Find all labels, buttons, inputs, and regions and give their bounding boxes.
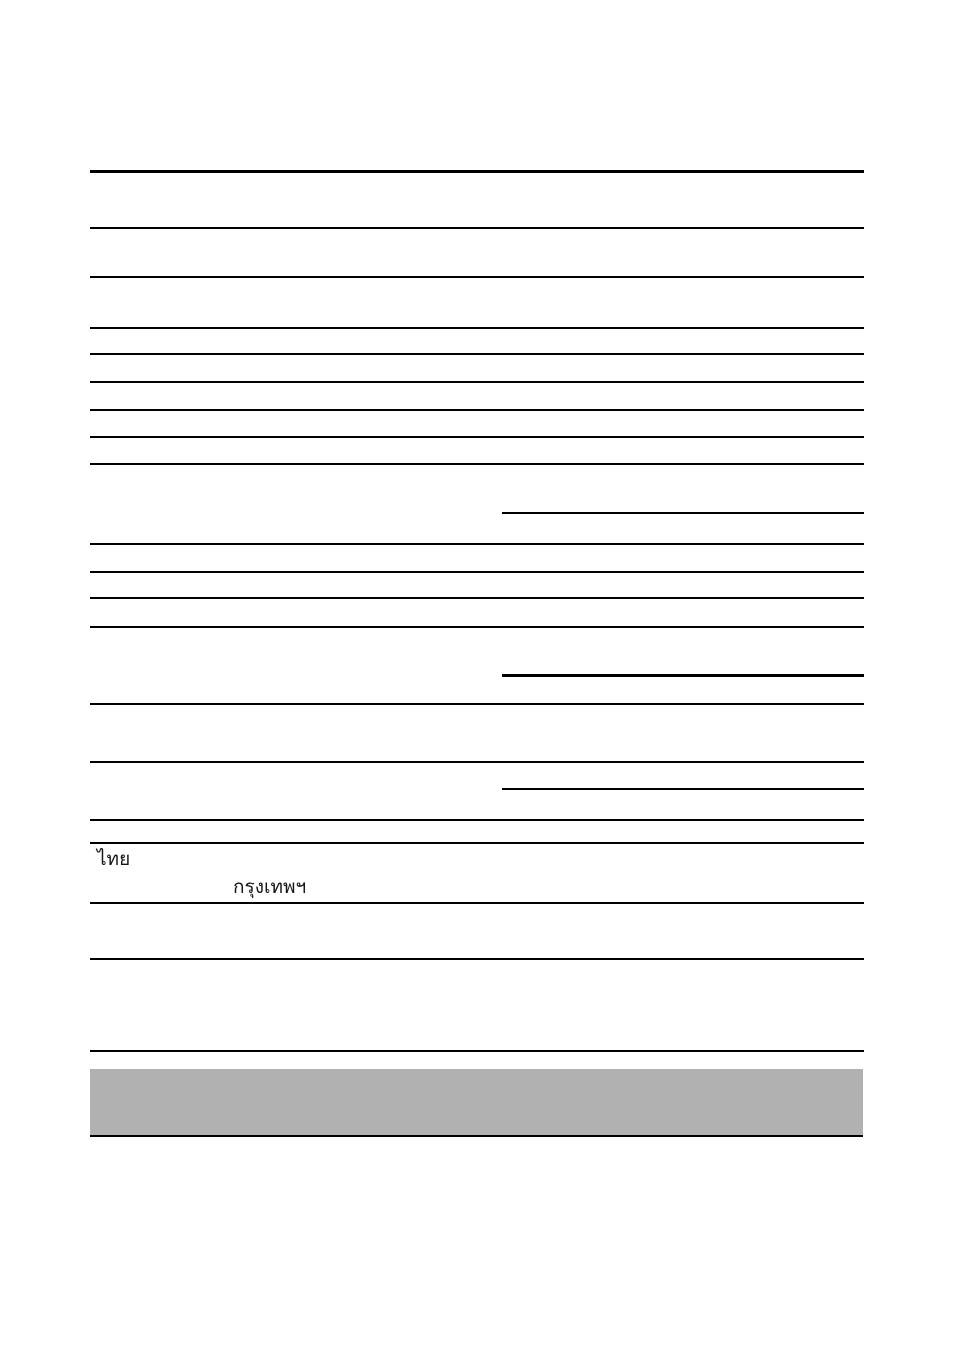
half-rule-thick (502, 674, 864, 677)
row-rule (90, 353, 864, 355)
row-rule (90, 276, 864, 278)
row-rule (90, 227, 864, 229)
row-rule (90, 819, 864, 821)
gray-highlight-bar (90, 1069, 863, 1137)
row-rule (90, 571, 864, 573)
row-rule (90, 1050, 864, 1052)
table-top-rule (90, 170, 864, 173)
row-rule (90, 463, 864, 465)
label-thai: ไทย (97, 848, 131, 870)
row-rule (90, 436, 864, 438)
half-rule (502, 512, 864, 514)
row-rule (90, 626, 864, 628)
row-rule (90, 327, 864, 329)
row-rule (90, 409, 864, 411)
row-rule (90, 902, 864, 904)
row-rule (90, 842, 864, 844)
label-bangkok: กรุงเทพฯ (233, 876, 307, 898)
row-rule (90, 381, 864, 383)
row-rule (90, 543, 864, 545)
row-rule (90, 958, 864, 960)
half-rule (502, 788, 864, 790)
row-rule (90, 761, 864, 763)
row-rule (90, 703, 864, 705)
row-rule (90, 597, 864, 599)
